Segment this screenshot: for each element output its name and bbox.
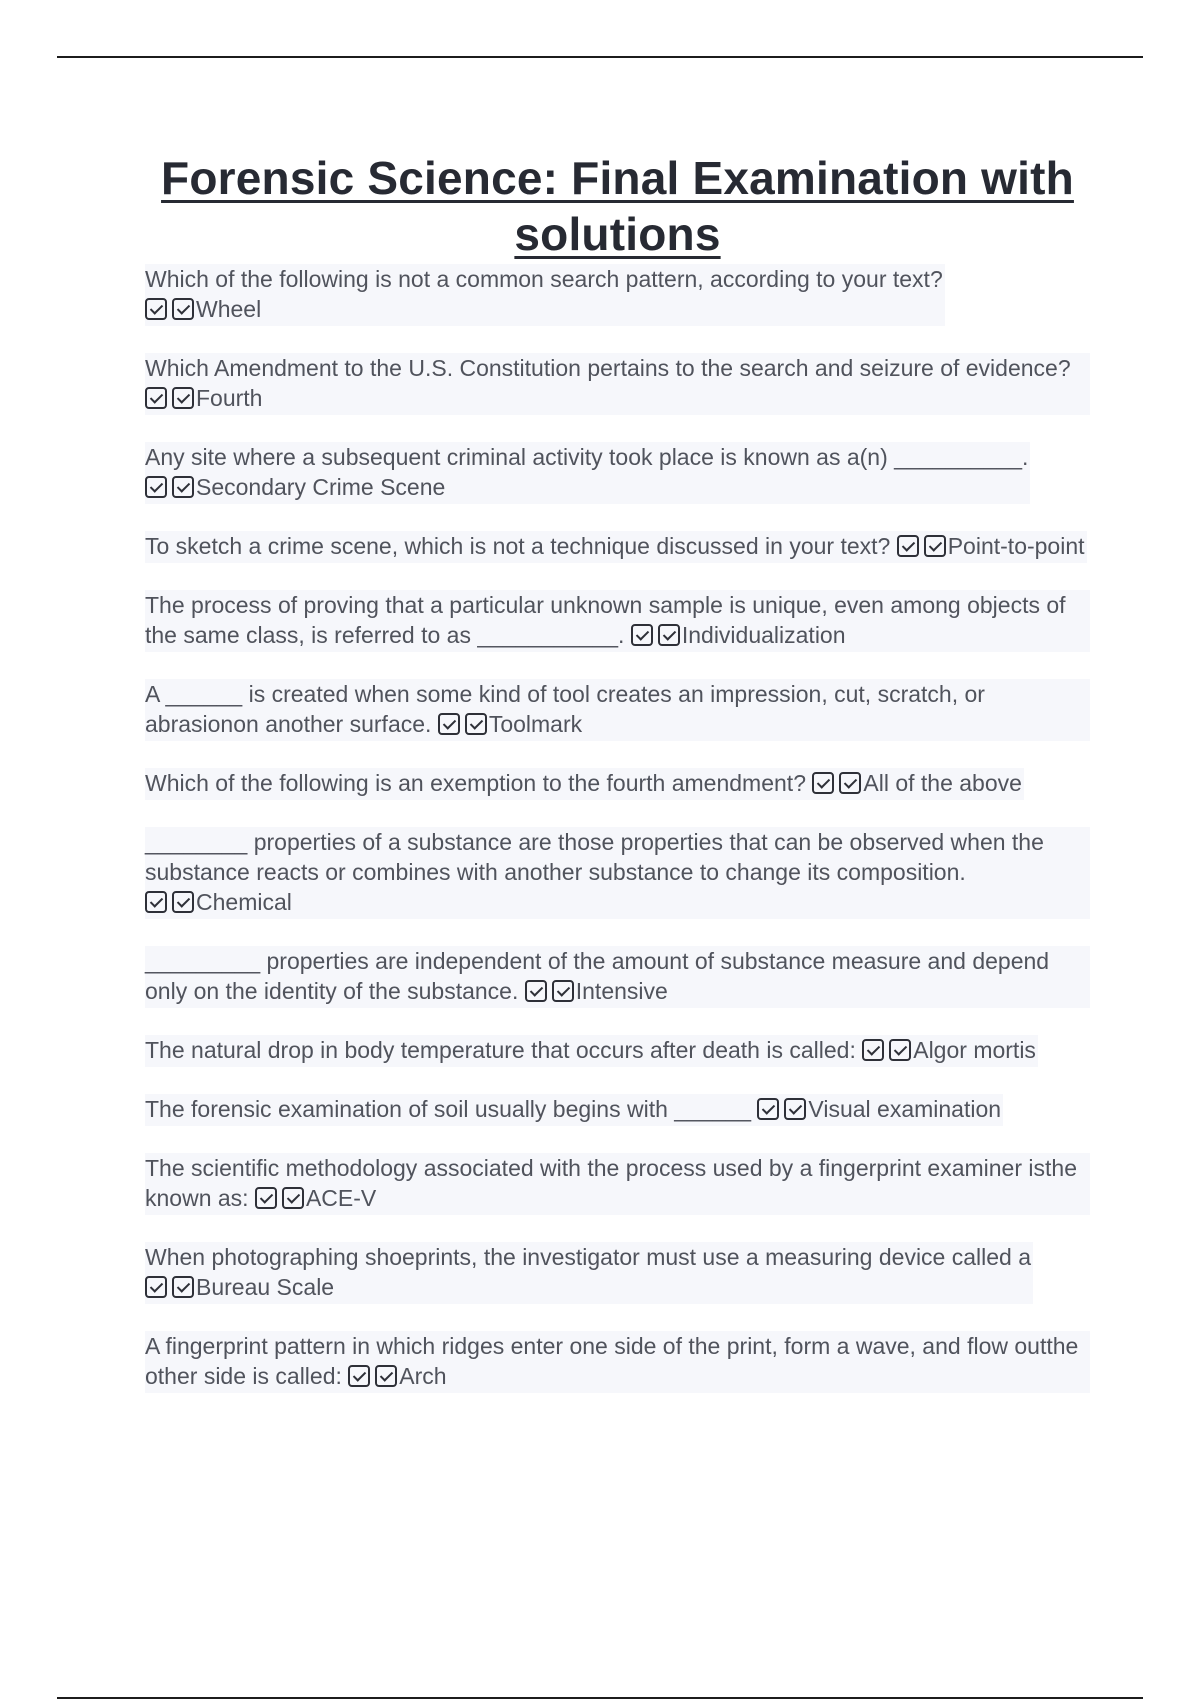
checkbox-checked-icon xyxy=(784,1098,806,1120)
answer-text: Toolmark xyxy=(488,711,583,737)
answer-text: Intensive xyxy=(575,978,668,1004)
checkbox-checked-icon xyxy=(172,891,194,913)
checkbox-checked-icon xyxy=(172,1276,194,1298)
checkbox-checked-icon xyxy=(145,298,167,320)
checkbox-checked-icon xyxy=(924,535,946,557)
qa-item xyxy=(145,1331,1090,1393)
answer-text: Algor mortis xyxy=(913,1037,1036,1063)
document-body xyxy=(145,150,1090,1420)
checkbox-checked-icon xyxy=(438,713,460,735)
qa-item xyxy=(145,1035,1090,1067)
question-text: The process of proving that a particular unknown sample is unique, even among objects of the same class, is referred to as ___________. xyxy=(145,592,1066,648)
document-title: Forensic Science: Final Examination with solutions xyxy=(161,152,1074,260)
qa-item xyxy=(145,590,1090,652)
question-text: To sketch a crime scene, which is not a technique discussed in your text? xyxy=(145,533,891,559)
answer-text: Fourth xyxy=(196,385,263,411)
checkbox-checked-icon xyxy=(145,476,167,498)
checkbox-checked-icon xyxy=(375,1365,397,1387)
answer-text: Individualization xyxy=(681,622,846,648)
question-text: ________ properties of a substance are those properties that can be observed when the substance reacts or combines with another substance to change its composition. xyxy=(145,829,1044,885)
qa-list xyxy=(145,264,1090,1393)
checkbox-checked-icon xyxy=(862,1039,884,1061)
qa-item xyxy=(145,1242,1090,1304)
question-text: When photographing shoeprints, the investigator must use a measuring device called a xyxy=(145,1244,1032,1270)
bottom-rule xyxy=(57,1697,1143,1699)
question-text: The scientific methodology associated with the process used by a fingerprint examiner isthe known as: xyxy=(145,1155,1077,1211)
checkbox-checked-icon xyxy=(145,891,167,913)
checkbox-checked-icon xyxy=(255,1187,277,1209)
answer-text: Bureau Scale xyxy=(196,1274,335,1300)
qa-item xyxy=(145,353,1090,415)
question-text: The forensic examination of soil usually begins with ______ xyxy=(145,1096,752,1122)
checkbox-checked-icon xyxy=(282,1187,304,1209)
checkbox-checked-icon xyxy=(812,772,834,794)
answer-text: Point-to-point xyxy=(947,533,1085,559)
checkbox-checked-icon xyxy=(145,1276,167,1298)
answer-text: Visual examination xyxy=(808,1096,1002,1122)
question-text: Any site where a subsequent criminal activity took place is known as a(n) __________. xyxy=(145,444,1029,470)
question-text: A ______ is created when some kind of tool creates an impression, cut, scratch, or abrasionon another surface. xyxy=(145,681,985,737)
question-text: Which of the following is not a common search pattern, according to your text? xyxy=(145,266,943,292)
checkbox-checked-icon xyxy=(348,1365,370,1387)
checkbox-checked-icon xyxy=(839,772,861,794)
qa-item xyxy=(145,679,1090,741)
question-text: A fingerprint pattern in which ridges enter one side of the print, form a wave, and flow outthe other side is called: xyxy=(145,1333,1079,1389)
checkbox-checked-icon xyxy=(172,298,194,320)
checkbox-checked-icon xyxy=(658,624,680,646)
answer-text: Secondary Crime Scene xyxy=(196,474,446,500)
question-text: _________ properties are independent of the amount of substance measure and depend only on the identity of the substance. xyxy=(145,948,1050,1004)
top-rule xyxy=(57,56,1143,58)
checkbox-checked-icon xyxy=(889,1039,911,1061)
qa-item xyxy=(145,946,1090,1008)
checkbox-checked-icon xyxy=(897,535,919,557)
question-text: Which of the following is an exemption to the fourth amendment? xyxy=(145,770,806,796)
qa-item xyxy=(145,531,1090,563)
question-text: The natural drop in body temperature that occurs after death is called: xyxy=(145,1037,856,1063)
checkbox-checked-icon xyxy=(552,980,574,1002)
checkbox-checked-icon xyxy=(631,624,653,646)
answer-text: Wheel xyxy=(196,296,262,322)
checkbox-checked-icon xyxy=(145,387,167,409)
qa-item xyxy=(145,264,1090,326)
qa-item xyxy=(145,1153,1090,1215)
qa-item xyxy=(145,827,1090,919)
checkbox-checked-icon xyxy=(757,1098,779,1120)
answer-text: Chemical xyxy=(196,889,292,915)
checkbox-checked-icon xyxy=(465,713,487,735)
checkbox-checked-icon xyxy=(172,476,194,498)
qa-item xyxy=(145,442,1090,504)
checkbox-checked-icon xyxy=(525,980,547,1002)
qa-item xyxy=(145,1094,1090,1126)
answer-text: All of the above xyxy=(863,770,1022,796)
checkbox-checked-icon xyxy=(172,387,194,409)
answer-text: Arch xyxy=(399,1363,447,1389)
question-text: Which Amendment to the U.S. Constitution pertains to the search and seizure of evidence? xyxy=(145,355,1071,381)
qa-item xyxy=(145,768,1090,800)
answer-text: ACE-V xyxy=(305,1185,377,1211)
